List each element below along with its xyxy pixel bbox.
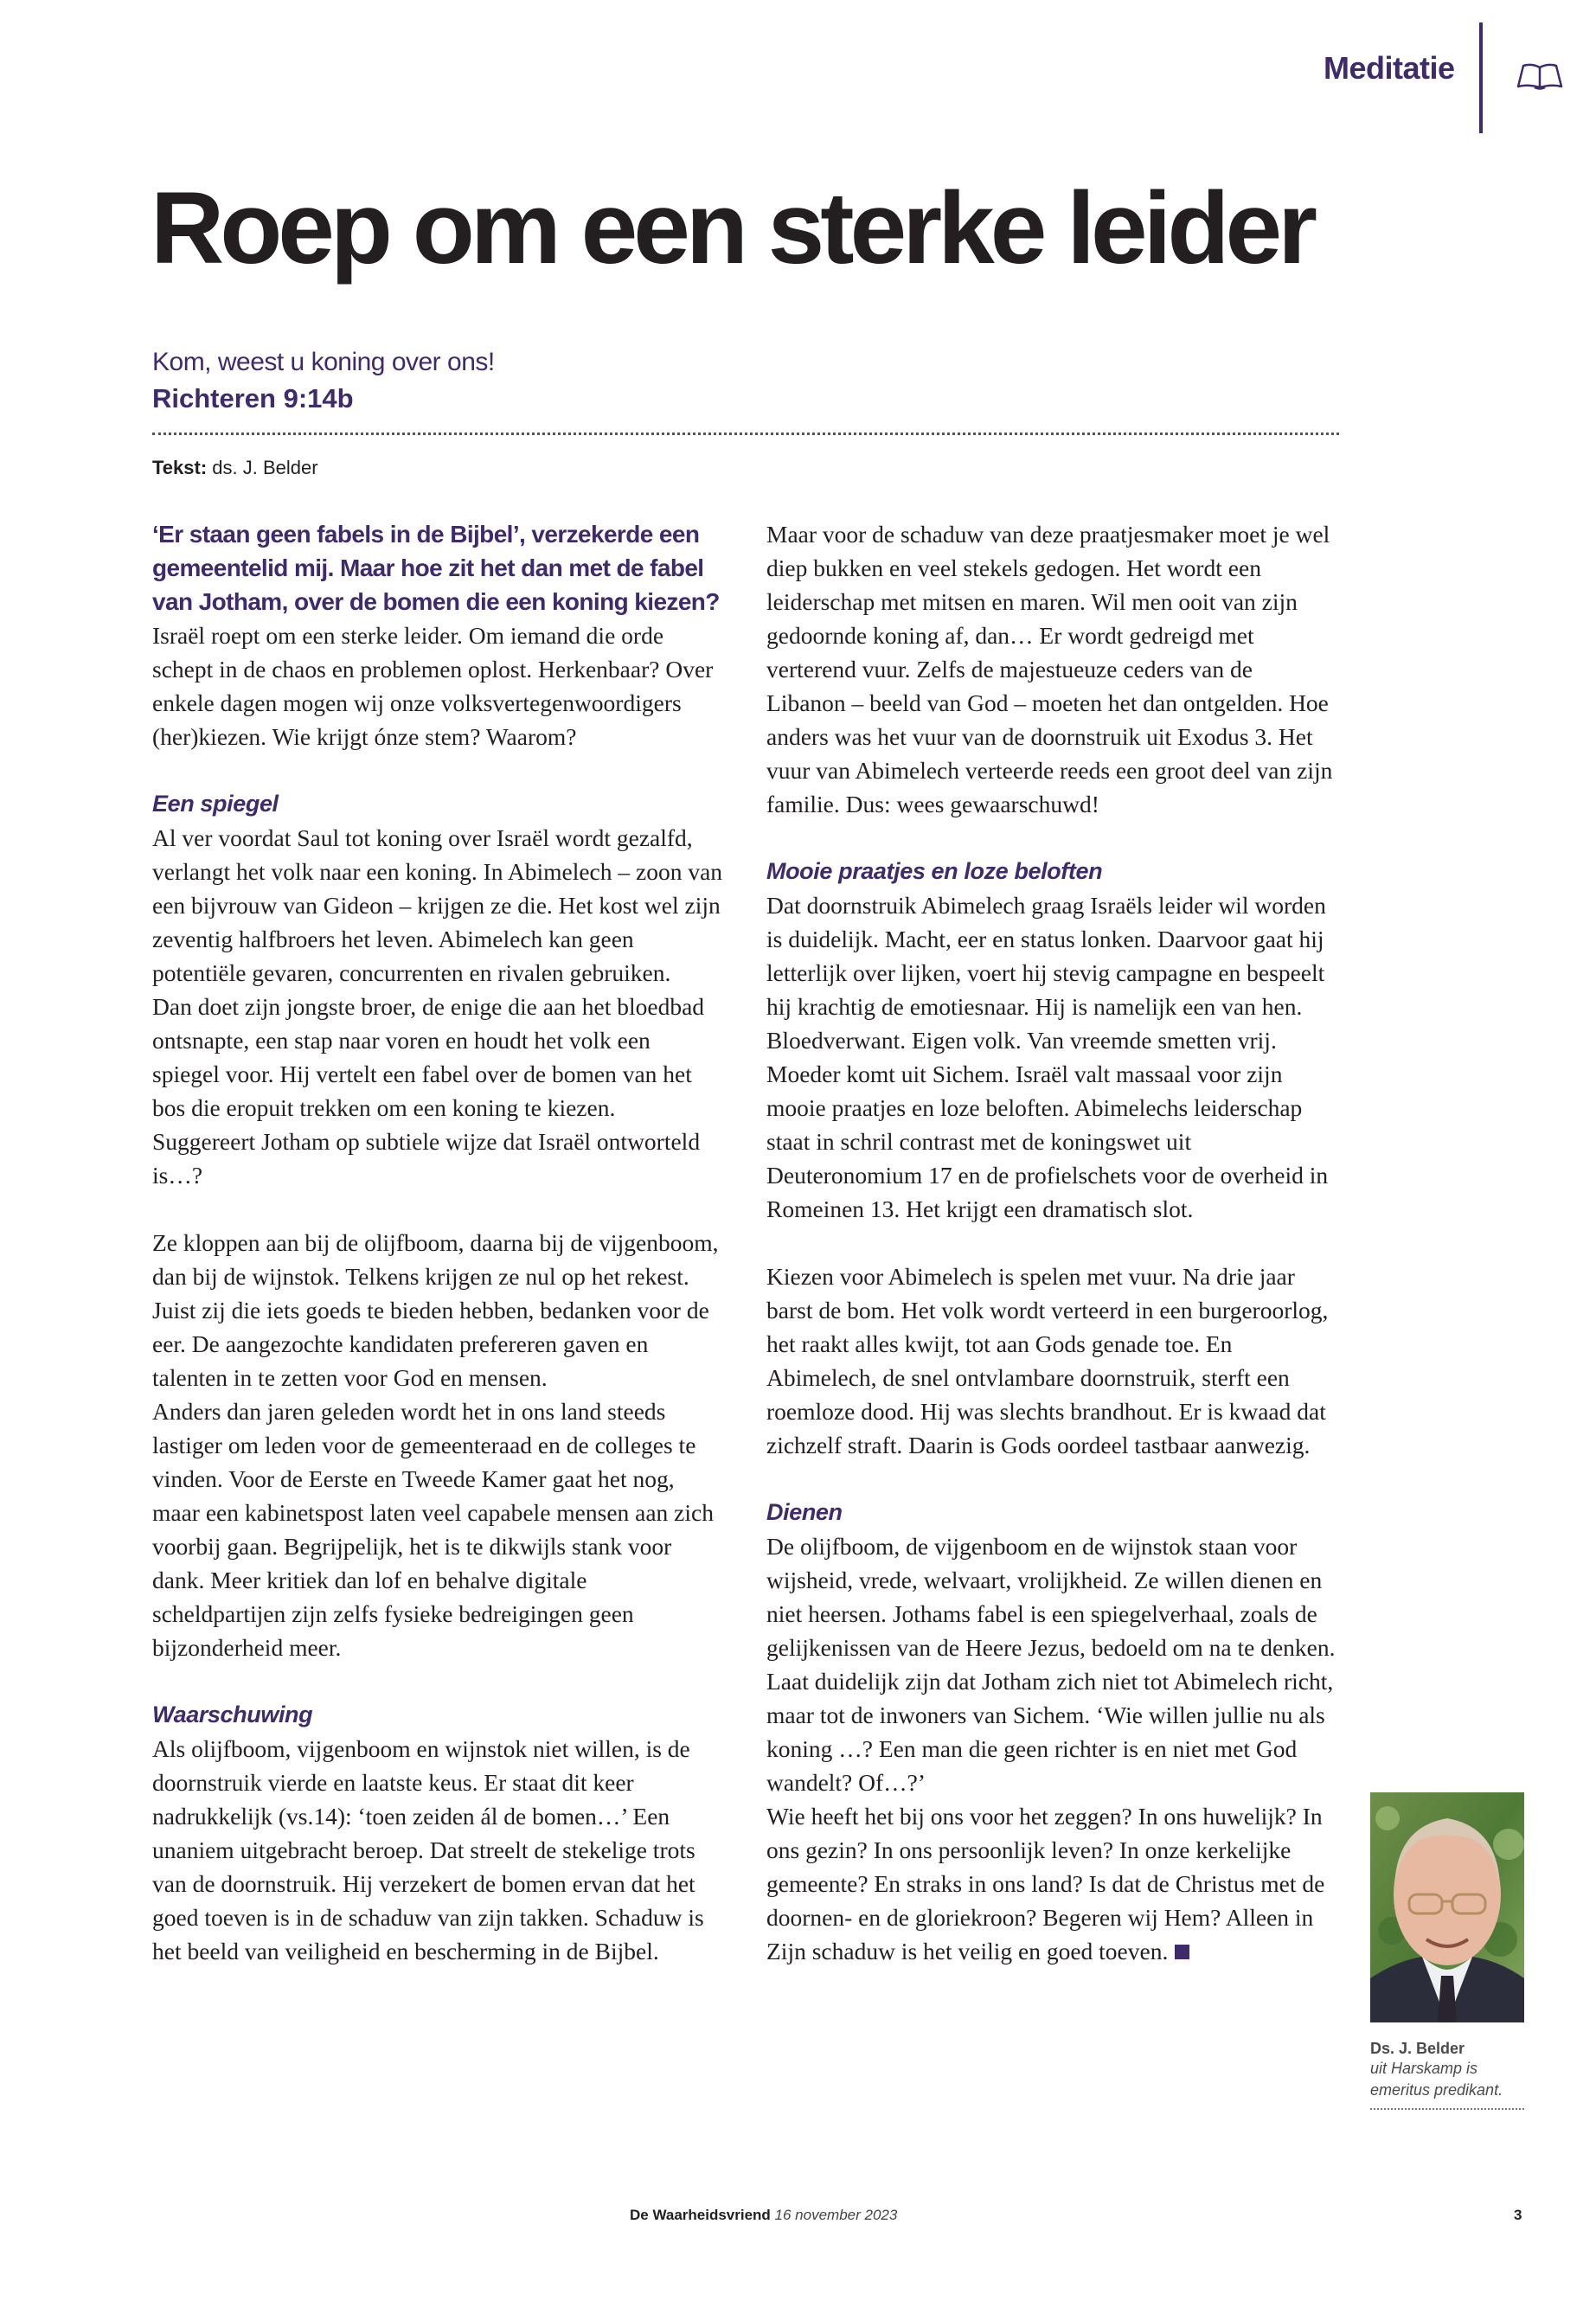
body-paragraph: Ze kloppen aan bij de olijfboom, daarna bij de vijgenboom, dan bij de wijnstok. Telkens krijgen ze nul op het rekest. Juist zij die iets goeds te bieden hebben, bedanken voor de eer. De aangezochte kandidaten prefereren gaven en talenten in te zetten voor God en mensen. xyxy=(152,1229,719,1391)
publication-name: De Waarheidsvriend xyxy=(630,2207,771,2223)
body-paragraph: Al ver voordat Saul tot koning over Israël wordt gezalfd, verlangt het volk naar een koning. In Abimelech – zoon van een bijvrouw van Gideon – krijgen ze die. Het kost wel zijn zeventig halfbroers het leven. Abimelech kan geen potentiële gevaren, concurrenten en rivalen gebruiken. xyxy=(152,824,723,986)
dotted-divider xyxy=(152,433,1339,435)
page-title: Roep om een sterke leider xyxy=(151,171,1314,285)
subheading-een-spiegel: Een spiegel xyxy=(152,791,279,817)
body-paragraph-final xyxy=(766,1799,1337,1968)
publication-date: 16 november 2023 xyxy=(774,2207,898,2223)
header-divider xyxy=(1479,22,1483,133)
byline-label: Tekst: xyxy=(152,457,208,478)
body-paragraph: Kiezen voor Abimelech is spelen met vuur. Na drie jaar barst de bom. Het volk wordt verteerd in een burgeroorlog, het raakt alles kwijt, tot aan Gods genade toe. En Abimelech, de snel ontvlambare doornstruik, sterft een roemloze dood. Hij was slechts brandhout. Er is kwaad dat zichzelf straft. Daarin is Gods oordeel tastbaar aanwezig. xyxy=(766,1263,1329,1458)
body-paragraph: Maar voor de schaduw van deze praatjesmaker moet je wel diep bukken en veel stekels gedogen. Het wordt een leiderschap met mitsen en maren. Wil men ooit van zijn gedoornde koning af, dan… Er wordt gedreigd met verterend vuur. Zelfs de majestueuze ceders van de Libanon – beeld van God – moeten het dan ontgelden. Hoe anders was het vuur van de doornstruik uit Exodus 3. Het vuur van Abimelech verteerde reeds een groot deel van zijn familie. Dus: wees gewaarschuwd! xyxy=(766,521,1333,817)
body-paragraph: Dat doornstruik Abimelech graag Israëls leider wil worden is duidelijk. Macht, eer en status lonken. Daarvoor gaat hij letterlijk over lijken, voert hij stevig campagne en bespeelt hij krachtig de emotiesnaar. Hij is namelijk een van hen. Bloedverwant. Eigen volk. Van vreemde smetten vrij. Moeder komt uit Sichem. Israël valt massaal voor zijn mooie praatjes en loze beloften. Abimelechs leiderschap staat in schril contrast met de koningswet uit Deuteronomium 17 en de profielschets voor de overheid in Romeinen 13. Het krijgt een dramatisch slot. xyxy=(766,892,1329,1222)
section-tag: Meditatie xyxy=(1324,50,1455,86)
body-paragraph: De olijfboom, de vijgenboom en de wijnstok staan voor wijsheid, vrede, welvaart, vrolijkheid. Ze willen dienen en niet heersen. Jothams fabel is een spiegelverhaal, zoals de gelijkenissen van de Heere Jezus, bedoeld om na te denken. Laat duidelijk zijn dat Jotham zich niet tot Abimelech richt, maar tot de inwoners van Sichem. ‘Wie willen jullie nu als koning …? Een man die geen richter is en niet met God wandelt? Of…?’ xyxy=(766,1533,1336,1796)
author-box-divider xyxy=(1370,2108,1524,2110)
body-paragraph: Dan doet zijn jongste broer, de enige die aan het bloedbad ontsnapte, een stap naar voren en houdt het volk een spiegel voor. Hij vertelt een fabel over de bomen van het bos die eropuit trekken om een koning te kiezen. Suggereert Jotham op subtiele wijze dat Israël ontworteld is…? xyxy=(152,993,705,1189)
intro-paragraph: Israël roept om een sterke leider. Om iemand die orde schept in de chaos en problemen oplost. Herkenbaar? Over enkele dagen mogen wij onze volksvertegenwoordigers (her)kiezen. Wie krijgt ónze stem? Waarom? xyxy=(152,622,714,750)
verse-reference: Richteren 9:14b xyxy=(152,383,354,413)
author-photo xyxy=(1370,1792,1524,2022)
article-column-right xyxy=(766,517,1337,1968)
open-book-icon xyxy=(1516,62,1564,90)
lead-paragraph: ‘Er staan geen fabels in de Bijbel’, verzekerde een gemeentelid mij. Maar hoe zit het dan met de fabel van Jotham, over de bomen die een koning kiezen? xyxy=(152,521,720,615)
author-name: Ds. J. Belder xyxy=(1370,2040,1465,2057)
subheading-mooie-praatjes: Mooie praatjes en loze beloften xyxy=(766,858,1103,884)
byline xyxy=(152,457,318,479)
subheading-waarschuwing: Waarschuwing xyxy=(152,1702,313,1727)
byline-author: ds. J. Belder xyxy=(212,457,318,478)
page-footer xyxy=(630,2207,897,2224)
final-paragraph-text: Wie heeft het bij ons voor het zeggen? In ons huwelijk? In ons gezin? In ons persoonlijk leven? In onze kerkelijke gemeente? En straks in ons land? Is dat de Christus met de doornen- en de gloriekroon? Begeren wij Hem? Alleen in Zijn schaduw is het veilig en goed toeven. xyxy=(766,1803,1325,1965)
author-description: uit Harskamp is emeritus predikant. xyxy=(1370,2060,1503,2099)
end-of-article-mark-icon xyxy=(1175,1945,1189,1959)
bible-verse: Kom, weest u koning over ons! xyxy=(152,348,495,376)
page-number: 3 xyxy=(1514,2207,1522,2223)
article-column-left xyxy=(152,517,723,1968)
subheading-dienen: Dienen xyxy=(766,1499,843,1525)
body-paragraph: Anders dan jaren geleden wordt het in ons land steeds lastiger om leden voor de gemeenteraad en de colleges te vinden. Voor de Eerste en Tweede Kamer gaat het nog, maar een kabinetspost laten veel capabele mensen aan zich voorbij gaan. Begrijpelijk, het is te dikwijls stank voor dank. Meer kritiek dan lof en behalve digitale scheldpartijen zijn zelfs fysieke bedreigingen geen bijzonderheid meer. xyxy=(152,1398,714,1661)
author-box xyxy=(1370,1792,1524,2110)
body-paragraph: Als olijfboom, vijgenboom en wijnstok niet willen, is de doornstruik vierde en laatste keus. Er staat dit keer nadrukkelijk (vs.14): ‘toen zeiden ál de bomen…’ Een unaniem uitgebracht beroep. Dat streelt de stekelige trots van de doornstruik. Hij verzekert de bomen ervan dat het goed toeven is in de schaduw van zijn takken. Schaduw is het beeld van veiligheid en bescherming in de Bijbel. xyxy=(152,1735,704,1965)
